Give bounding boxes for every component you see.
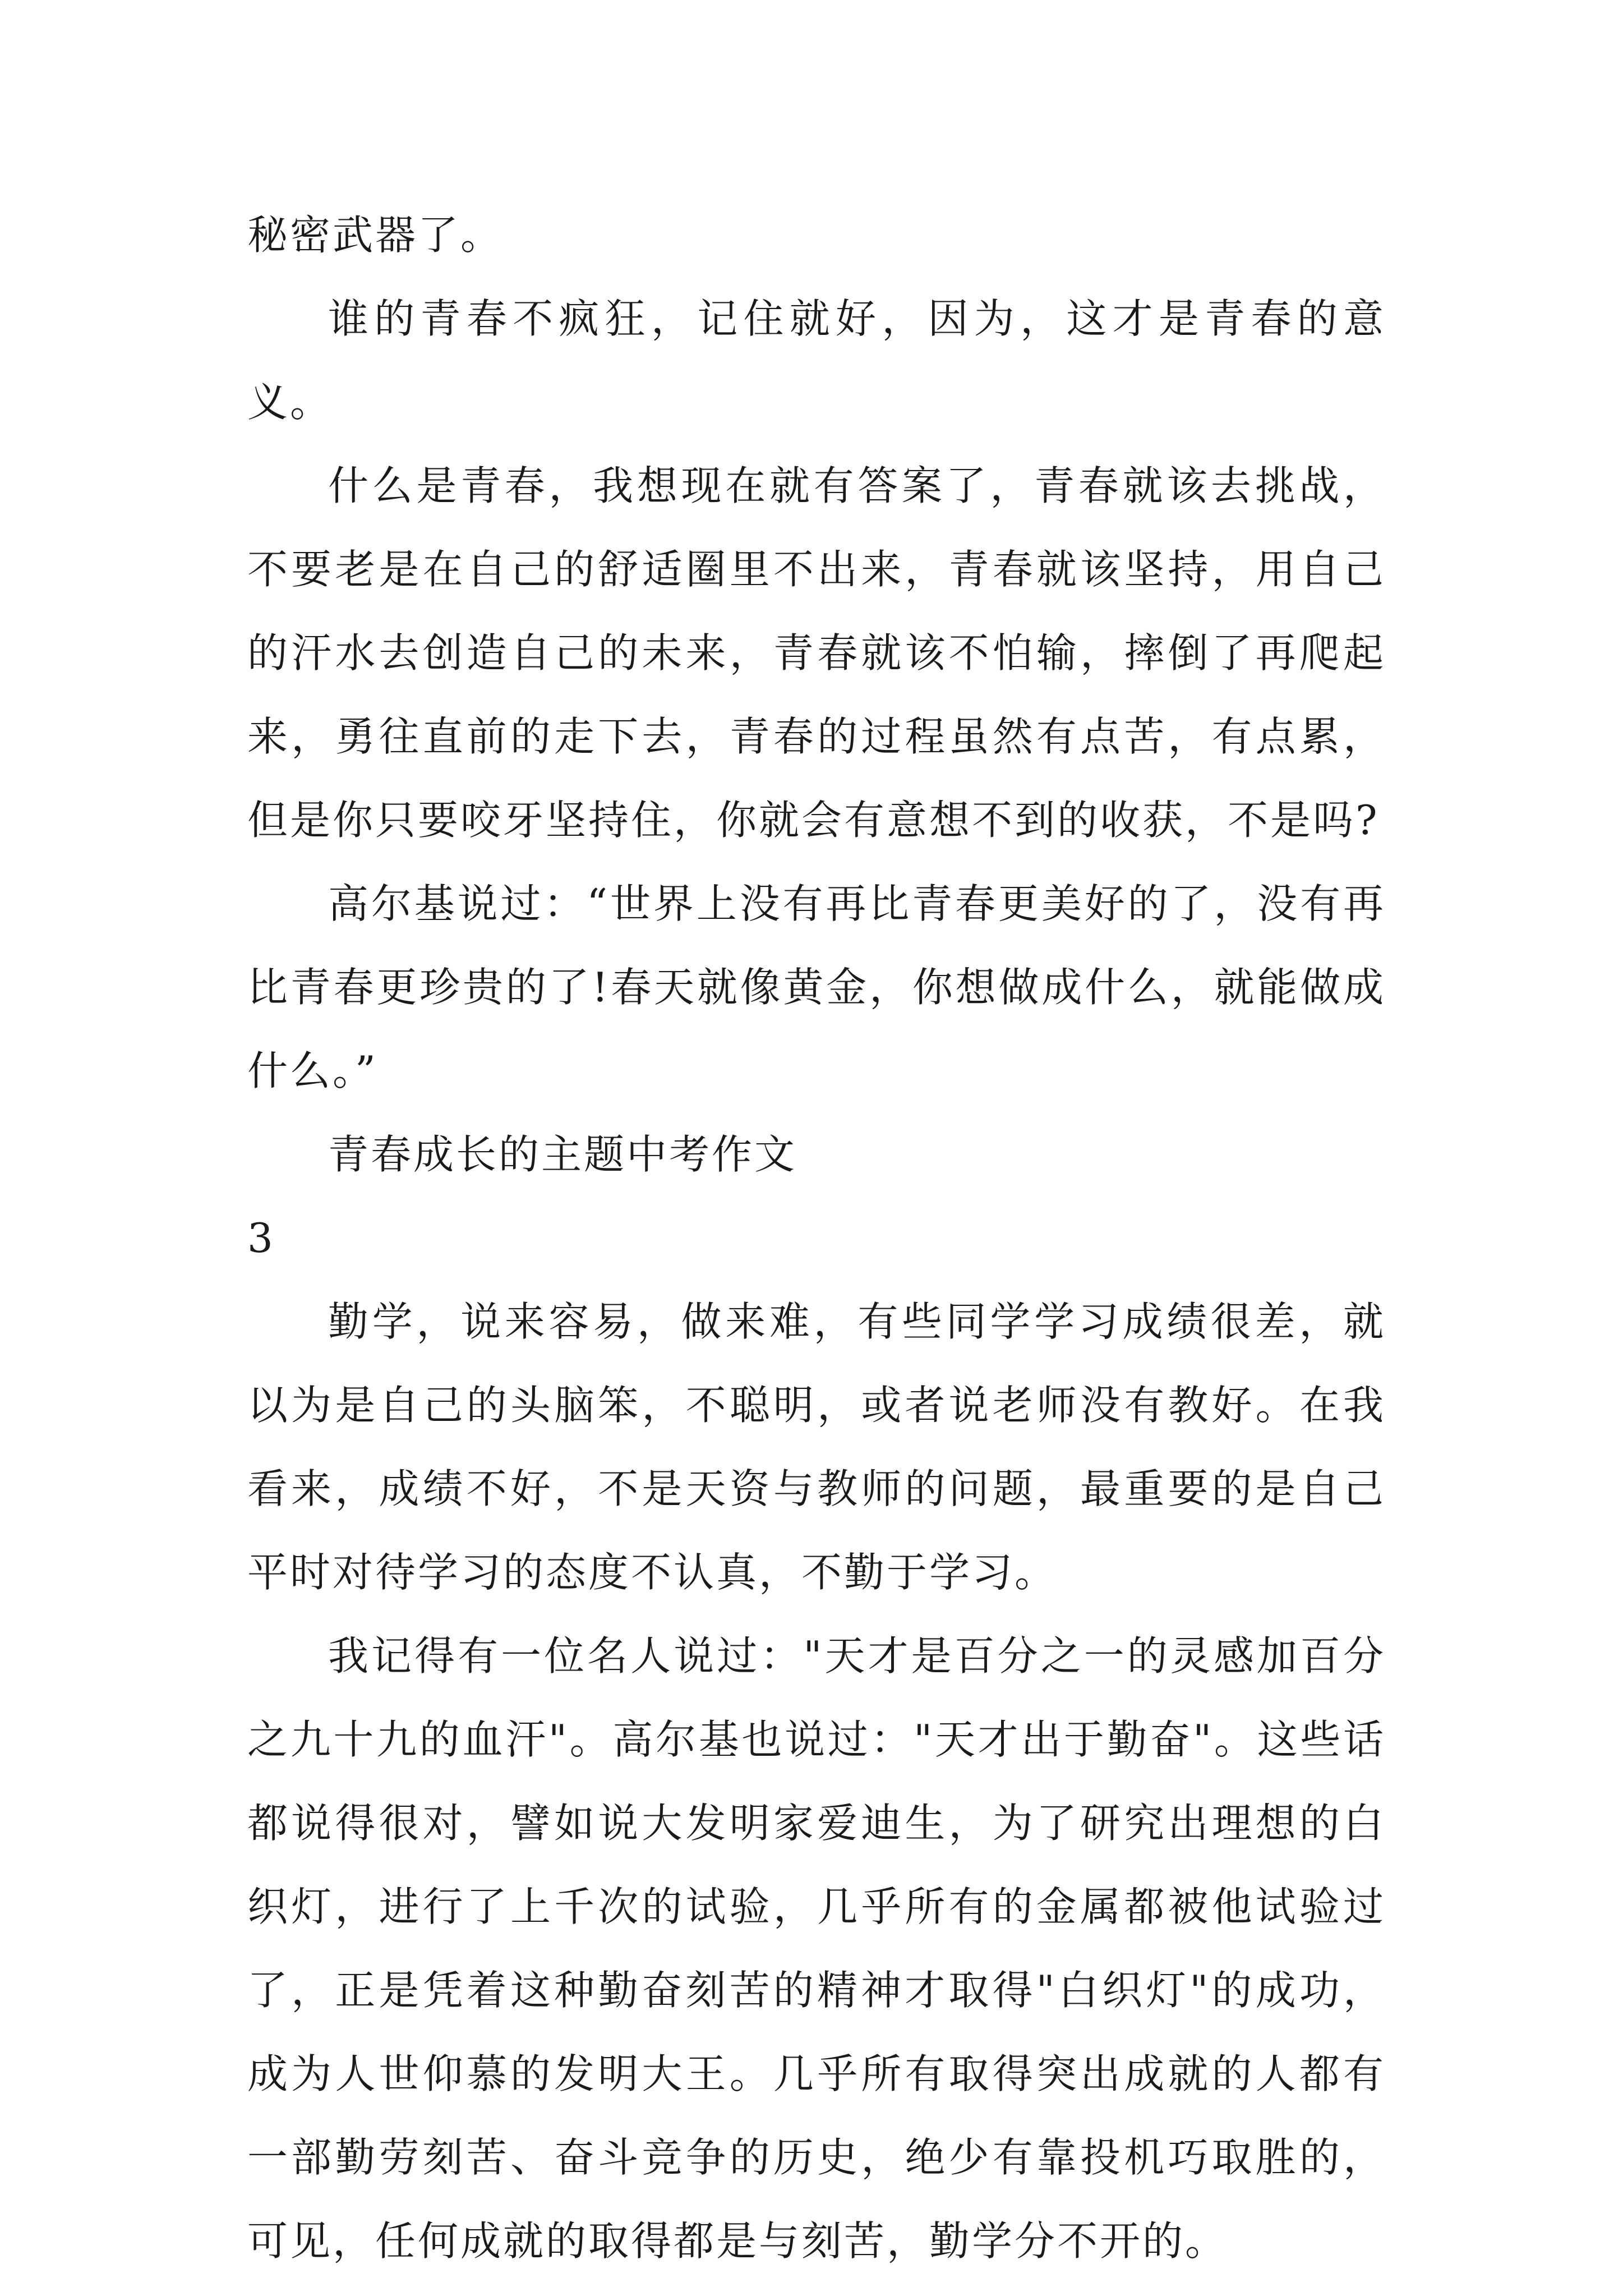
body-text [247,194,1386,2283]
paragraph: 秘密武器了。 [247,211,504,259]
section-number: 3 [247,1214,275,1262]
paragraph: 什么是青春，我想现在就有答案了，青春就该去挑战，不要老是在自己的舒适圈里不出来，青春就该坚持，用自己的汗水去创造自己的未来，青春就该不怕输，摔倒了再爬起来，勇往直前的走下去，青春的过程虽然有点苦，有点累，但是你只要咬牙坚持住，你就会有意想不到的收获，不是吗? [247,462,1386,844]
paragraph: 谁的青春不疯狂，记住就好，因为，这才是青春的意义。 [247,295,1386,426]
paragraph: 勤学，说来容易，做来难，有些同学学习成绩很差，就以为是自己的头脑笨，不聪明，或者说老师没有教好。在我看来，成绩不好，不是天资与教师的问题，最重要的是自己平时对待学习的态度不认真，不勤于学习。 [247,1298,1386,1596]
paragraph: 我记得有一位名人说过："天才是百分之一的灵感加百分之九十九的血汗"。高尔基也说过："天才出于勤奋"。这些话都说得很对，譬如说大发明家爱迪生，为了研究出理想的白织灯，进行了上千次的试验，几乎所有的金属都被他试验过了，正是凭着这种勤奋刻苦的精神才取得"白织灯"的成功，成为人世仰慕的发明大王。几乎所有取得突出成就的人都有一部勤劳刻苦、奋斗竞争的历史，绝少有靠投机巧取胜的，可见，任何成就的取得都是与刻苦，勤学分不开的。 [247,1632,1386,2265]
paragraph: 高尔基说过：“世界上没有再比青春更美好的了，没有再比青春更珍贵的了!春天就像黄金，你想做成什么，就能做成什么。” [247,880,1386,1094]
section-title: 青春成长的主题中考作文 [328,1131,797,1178]
